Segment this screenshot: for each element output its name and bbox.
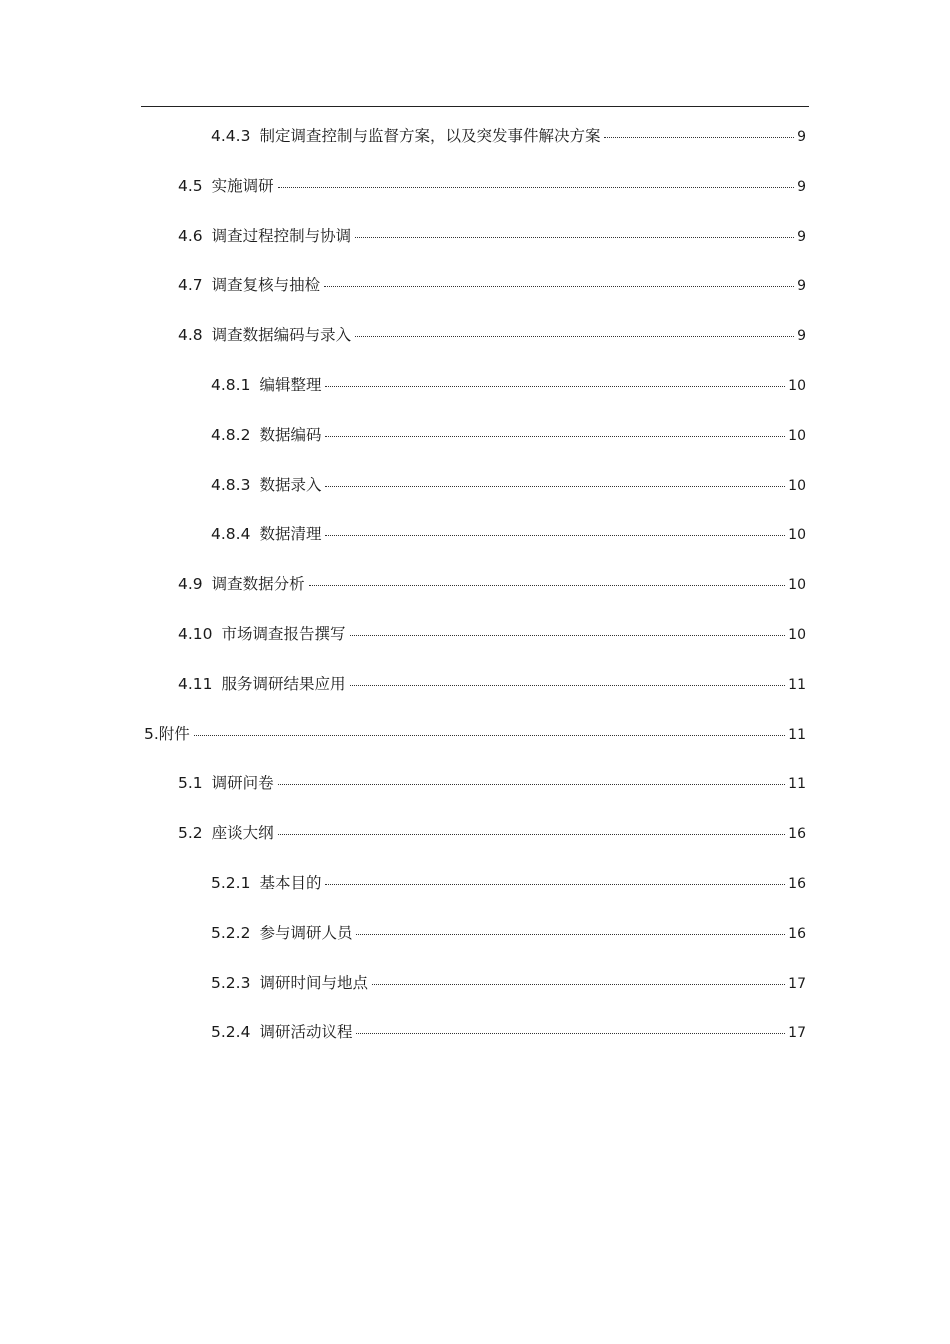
- toc-entry-title: 服务调研结果应用: [221, 674, 346, 693]
- toc-entry-number: 4.8.4: [211, 525, 251, 544]
- toc-entry-title: 调研时间与地点: [259, 973, 368, 992]
- toc-page-number: 11: [788, 776, 806, 793]
- toc-page-number: 17: [788, 1025, 806, 1042]
- toc-entry-number: 4.7: [178, 276, 203, 295]
- toc-page-number: 10: [788, 378, 806, 394]
- toc-dot-leader: [325, 436, 785, 437]
- toc-page-number: 9: [797, 228, 806, 245]
- toc-page-number: 11: [788, 726, 806, 743]
- toc-entry[interactable]: [178, 323, 806, 347]
- toc-entry-title: 调查复核与抽检: [211, 276, 321, 295]
- toc-entry-number: 4.10: [178, 625, 213, 643]
- toc-page-number: 9: [797, 129, 806, 145]
- toc-entry[interactable]: [178, 771, 806, 795]
- toc-page-number: 9: [797, 178, 806, 195]
- toc-entry[interactable]: [211, 473, 806, 497]
- toc-page-number: 10: [788, 427, 806, 444]
- toc-dot-leader: [278, 834, 786, 835]
- toc-entry-title: 参与调研人员: [259, 923, 353, 942]
- toc-entry-title: 实施调研: [211, 176, 274, 195]
- toc-entry-number: 4.4.3: [211, 127, 251, 145]
- toc-dot-leader: [325, 535, 785, 536]
- toc-entry-title: 调查数据分析: [211, 575, 305, 594]
- toc-entry[interactable]: [178, 572, 806, 596]
- toc-page-number: 10: [788, 627, 806, 643]
- toc-dot-leader: [325, 884, 785, 885]
- toc-entry-title: 编辑整理: [259, 376, 322, 394]
- toc-entry[interactable]: [178, 224, 806, 248]
- toc-entry[interactable]: [211, 871, 806, 895]
- toc-dot-leader: [350, 635, 786, 636]
- toc-entry[interactable]: [211, 971, 806, 995]
- toc-entry-title: 数据编码: [259, 425, 322, 444]
- toc-entry-number: 4.6: [178, 226, 203, 245]
- toc-dot-leader: [324, 286, 794, 287]
- toc-page-number: 10: [788, 477, 806, 494]
- toc-entry-number: 4.8.2: [211, 425, 251, 444]
- header-rule: [141, 106, 809, 107]
- toc-entry-number: 4.8: [178, 326, 203, 345]
- toc-dot-leader: [278, 784, 786, 785]
- toc-dot-leader: [278, 187, 794, 188]
- toc-page-number: 10: [788, 577, 806, 594]
- toc-entry[interactable]: [211, 423, 806, 447]
- toc-page-number: 17: [788, 975, 806, 992]
- toc-entry[interactable]: [178, 672, 806, 696]
- toc-dot-leader: [372, 984, 785, 985]
- toc-entry-number: 4.9: [178, 575, 203, 594]
- toc-entry-number: 5.: [144, 724, 159, 743]
- toc-entry-title: 调查过程控制与协调: [211, 226, 352, 245]
- toc-entry[interactable]: [144, 722, 806, 746]
- toc-entry-title: 制定调查控制与监督方案，以及突发事件解决方案: [259, 127, 601, 145]
- toc-dot-leader: [355, 237, 794, 238]
- toc-entry[interactable]: [211, 373, 806, 397]
- toc-entry-title: 调查数据编码与录入: [211, 326, 352, 345]
- toc-dot-leader: [325, 486, 785, 487]
- toc-entry-title: 座谈大纲: [211, 824, 274, 843]
- toc-entry[interactable]: [211, 921, 806, 945]
- toc-dot-leader: [604, 137, 794, 138]
- toc-entry-title: 数据清理: [259, 525, 322, 544]
- toc-entry-number: 5.1: [178, 774, 203, 793]
- toc-entry[interactable]: [178, 821, 806, 845]
- toc-dot-leader: [325, 386, 785, 387]
- toc-dot-leader: [350, 685, 786, 686]
- toc-dot-leader: [356, 934, 785, 935]
- toc-page-number: 9: [797, 328, 806, 345]
- toc-entry-number: 5.2.4: [211, 1023, 251, 1042]
- toc-entry-number: 4.11: [178, 674, 213, 693]
- toc-page-number: 16: [788, 826, 806, 843]
- toc-entry-number: 5.2.2: [211, 923, 251, 942]
- toc-entry-number: 5.2: [178, 824, 203, 843]
- toc-dot-leader: [355, 336, 794, 337]
- toc-entry-title: 市场调查报告撰写: [221, 625, 346, 643]
- toc-dot-leader: [309, 585, 786, 586]
- toc-dot-leader: [356, 1033, 785, 1034]
- toc-entry[interactable]: [178, 273, 806, 297]
- toc-entry-number: 5.2.3: [211, 973, 251, 992]
- toc-entry-title: 数据录入: [259, 475, 322, 494]
- toc-dot-leader: [194, 735, 785, 736]
- toc-entry-number: 4.8.3: [211, 475, 251, 494]
- toc-entry[interactable]: [211, 124, 806, 148]
- toc-page-number: 16: [788, 876, 806, 892]
- toc-entry-number: 4.8.1: [211, 376, 251, 394]
- toc-entry-title: 基本目的: [259, 874, 322, 892]
- toc-page-number: 16: [788, 925, 806, 942]
- toc-entry[interactable]: [211, 1020, 806, 1044]
- toc-entry[interactable]: [178, 174, 806, 198]
- toc-entry[interactable]: [211, 522, 806, 546]
- toc-entry-number: 4.5: [178, 176, 203, 195]
- toc-page-number: 11: [788, 676, 806, 693]
- toc-entry-title: 附件: [158, 724, 190, 743]
- toc-entry-title: 调研活动议程: [259, 1023, 353, 1042]
- toc-entry-title: 调研问卷: [211, 774, 274, 793]
- toc-entry-number: 5.2.1: [211, 874, 251, 892]
- toc-page-number: 9: [797, 278, 806, 295]
- toc-page-number: 10: [788, 527, 806, 544]
- toc-entry[interactable]: [178, 622, 806, 646]
